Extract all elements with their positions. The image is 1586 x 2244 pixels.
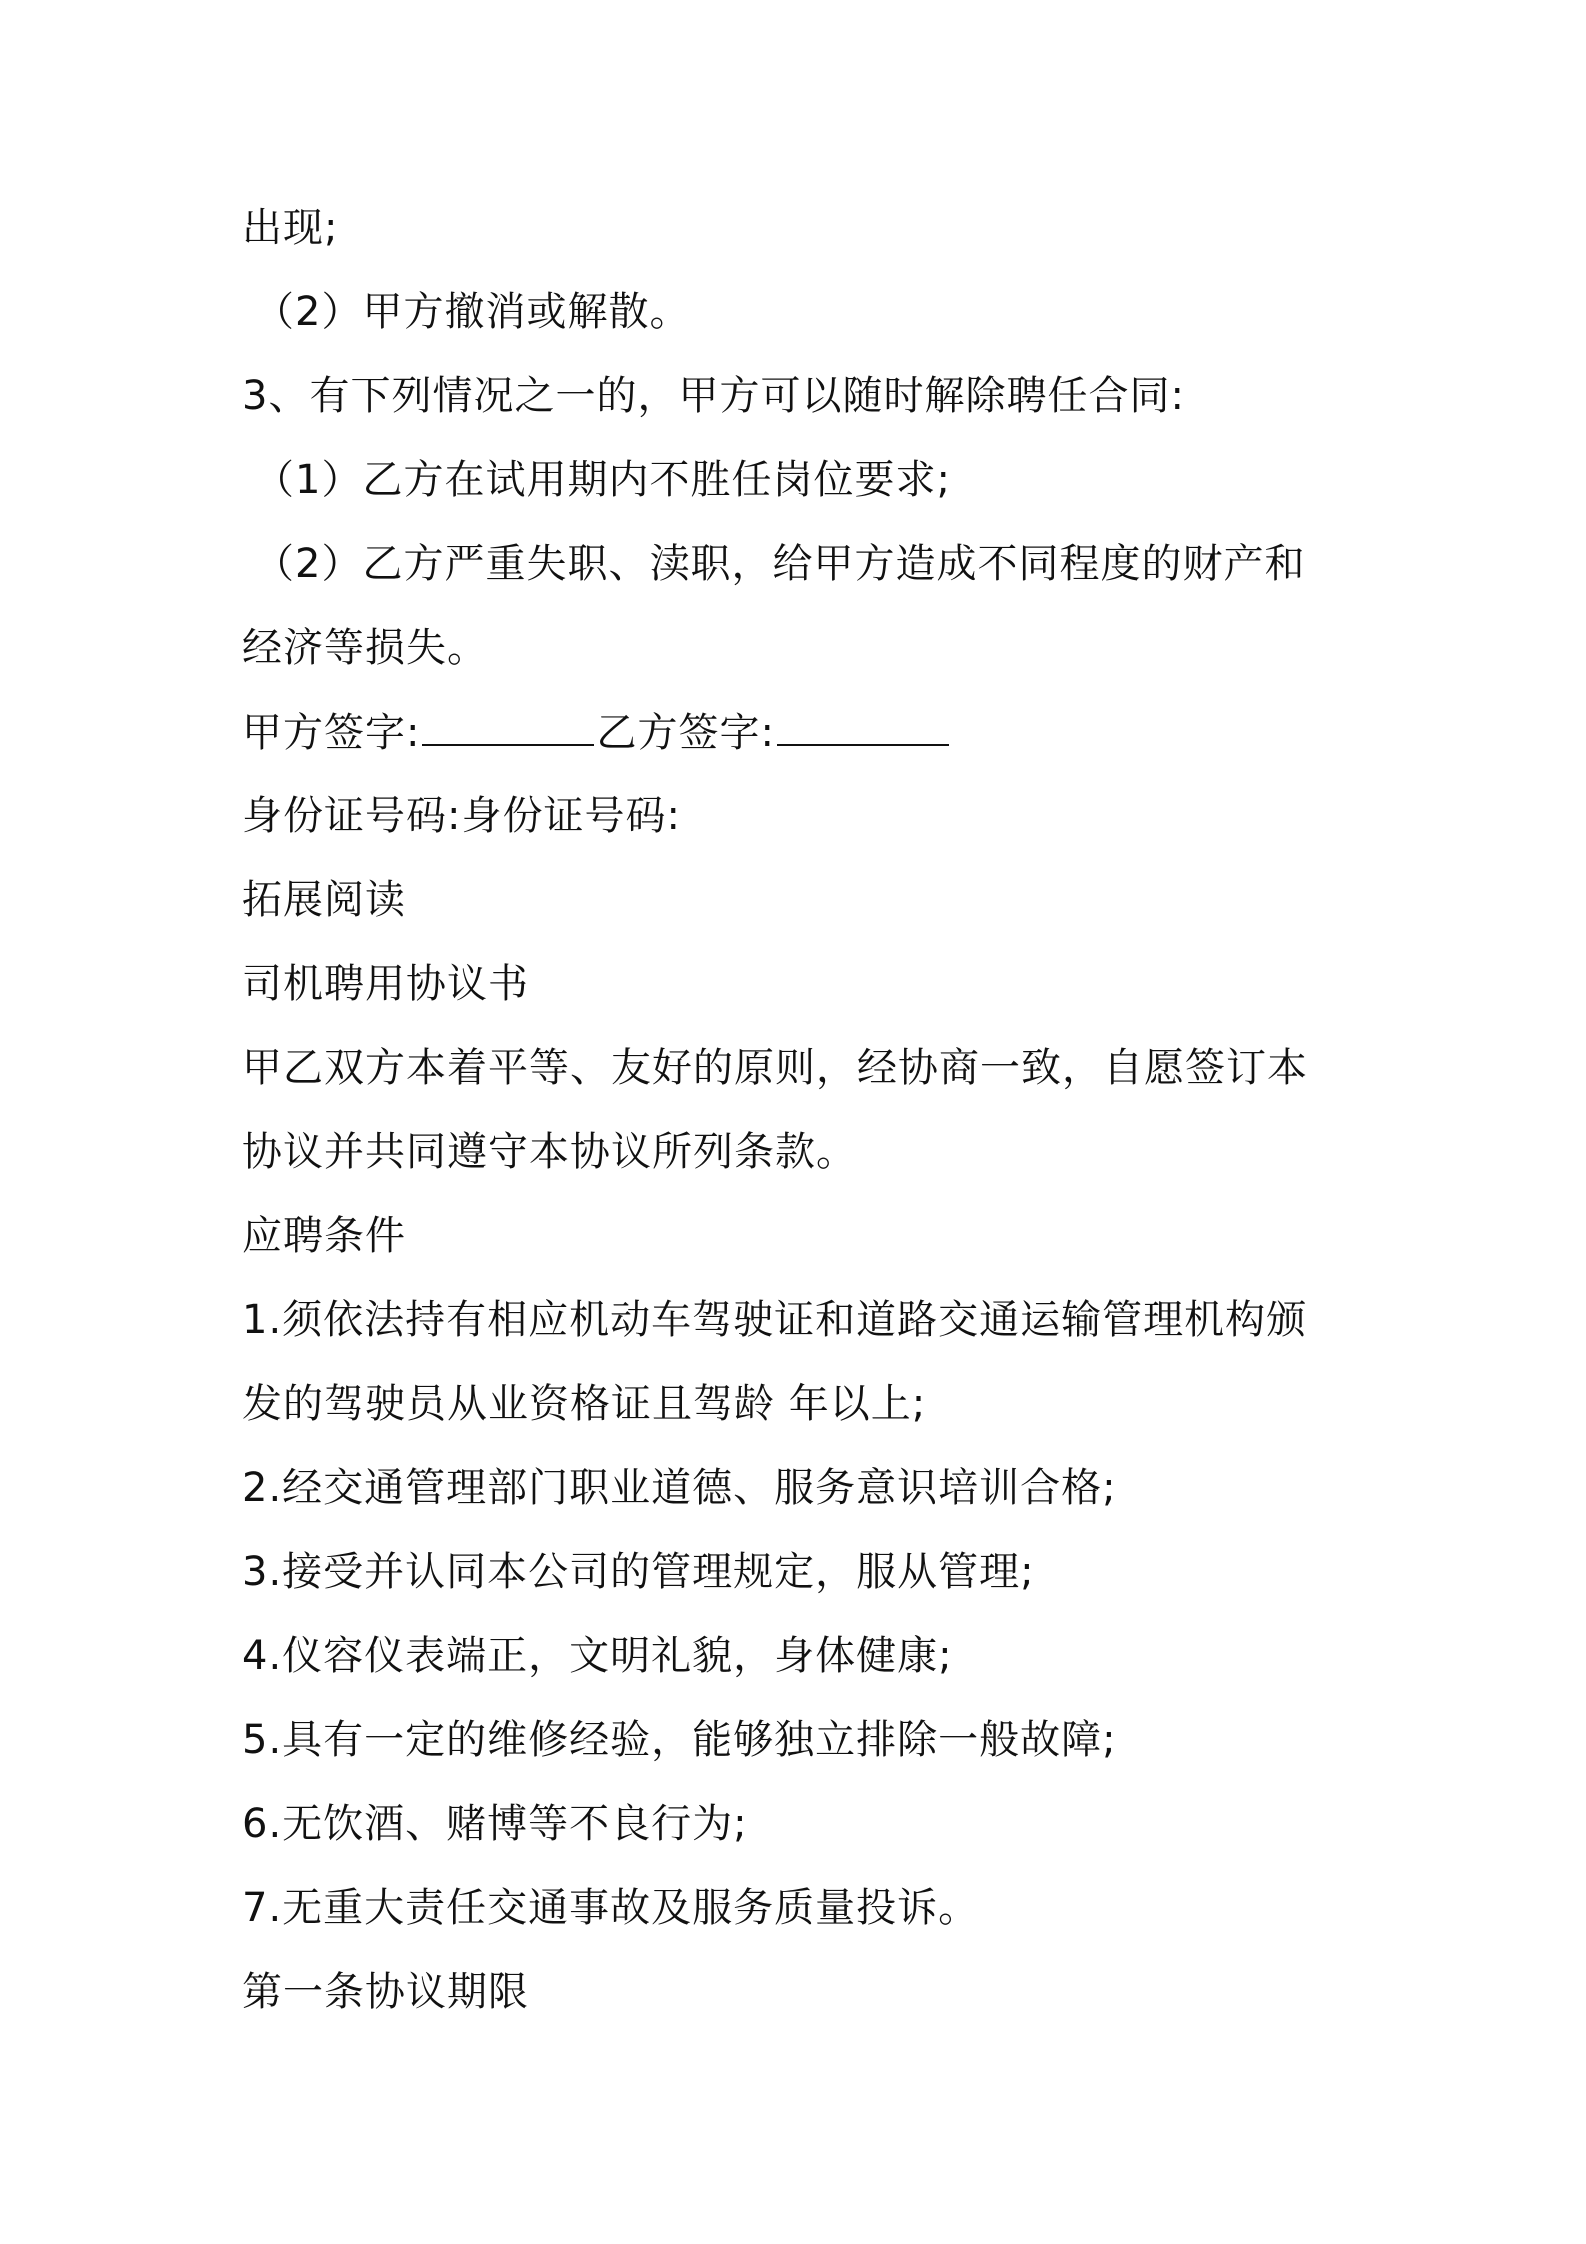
extended-reading-heading: 拓展阅读 <box>242 877 406 923</box>
text-line: （2）乙方严重失职、渎职，给甲方造成不同程度的财产和 <box>254 541 1306 587</box>
text-line: 出现; <box>242 205 339 251</box>
condition-item: 发的驾驶员从业资格证且驾龄 年以上; <box>242 1381 927 1427</box>
signature-line <box>242 704 951 760</box>
text-line: （2）甲方撤消或解散。 <box>254 289 691 335</box>
party-a-signature-blank <box>422 704 594 746</box>
text-line: 3、有下列情况之一的，甲方可以随时解除聘任合同: <box>242 373 1185 419</box>
party-a-signature-label: 甲方签字: <box>242 710 421 756</box>
intro-line: 甲乙双方本着平等、友好的原则，经协商一致，自愿签订本 <box>242 1045 1308 1091</box>
agreement-title: 司机聘用协议书 <box>242 961 529 1007</box>
condition-item: 1.须依法持有相应机动车驾驶证和道路交通运输管理机构颁 <box>242 1297 1308 1343</box>
condition-item: 6.无饮酒、赌博等不良行为; <box>242 1801 748 1847</box>
condition-item: 3.接受并认同本公司的管理规定，服从管理; <box>242 1549 1035 1595</box>
id-number-line: 身份证号码:身份证号码: <box>242 793 681 839</box>
text-line: 经济等损失。 <box>242 625 488 671</box>
condition-item: 2.经交通管理部门职业道德、服务意识培训合格; <box>242 1465 1117 1511</box>
condition-item: 5.具有一定的维修经验，能够独立排除一般故障; <box>242 1717 1117 1763</box>
conditions-heading: 应聘条件 <box>242 1213 406 1259</box>
party-b-signature-label: 乙方签字: <box>596 710 775 756</box>
party-b-signature-blank <box>777 704 949 746</box>
condition-item: 7.无重大责任交通事故及服务质量投诉。 <box>242 1885 980 1931</box>
condition-item: 4.仪容仪表端正，文明礼貌，身体健康; <box>242 1633 953 1679</box>
intro-line: 协议并共同遵守本协议所列条款。 <box>242 1129 857 1175</box>
article-heading: 第一条协议期限 <box>242 1969 529 2015</box>
text-line: （1）乙方在试用期内不胜任岗位要求; <box>254 457 951 503</box>
